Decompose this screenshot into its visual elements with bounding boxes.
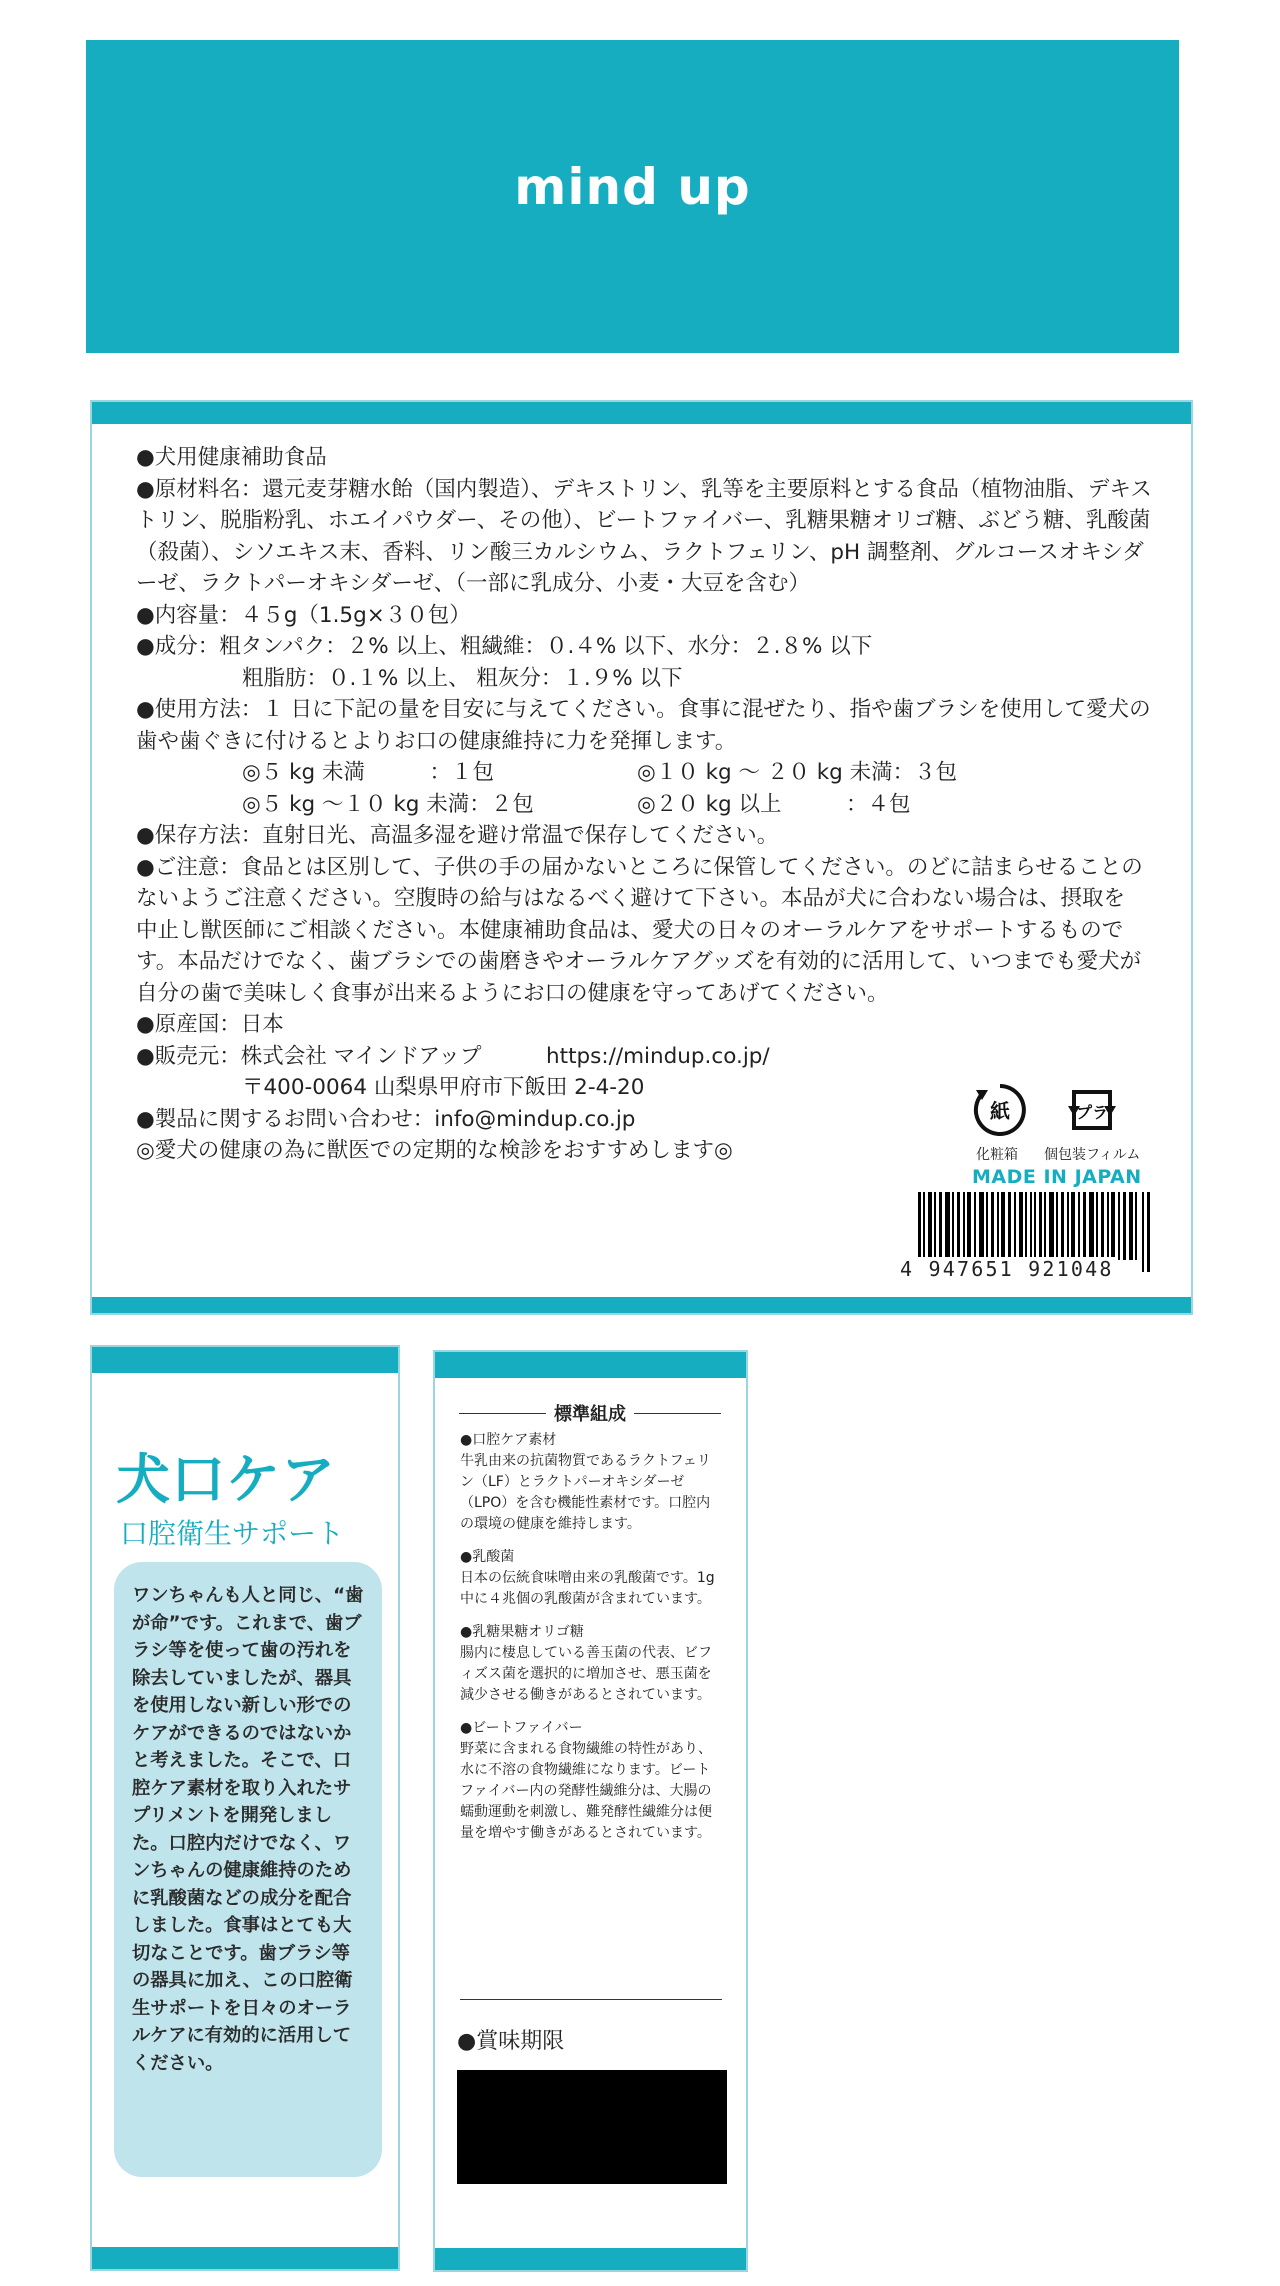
info-origin: ●原産国：日本 bbox=[136, 1012, 284, 1037]
section-head: ●口腔ケア素材 bbox=[460, 1432, 557, 1448]
composition-section bbox=[460, 1547, 722, 1610]
info-contact: ●製品に関するお問い合わせ：info@mindup.co.jp bbox=[136, 1106, 636, 1132]
info-usage: ●使用方法：１ 日に下記の量を目安に与えてください。食事に混ぜたり、指や歯ブラシを使用して愛犬の歯や歯ぐきに付けるとよりお口の健康維持に力を発揮します。 bbox=[136, 697, 1151, 754]
section-text: 腸内に棲息している善玉菌の代表、ビフィズス菌を選択的に増加させ、悪玉菌を減少させる働きがあるとされています。 bbox=[460, 1645, 712, 1703]
section-head: ●乳糖果糖オリゴ糖 bbox=[460, 1624, 584, 1640]
section-text: 野菜に含まれる食物繊維の特性があり、水に不溶の食物繊維になります。ビートファイバー内の発酵性繊維分は、大腸の蠕動運動を刺激し、難発酵性繊維分は便量を増やす働きがあるとされています。 bbox=[460, 1741, 712, 1841]
composition-title bbox=[459, 1400, 721, 1426]
divider bbox=[460, 1999, 722, 2000]
info-components: ●成分：粗タンパク：２% 以上、粗繊維：０.４% 以下、水分：２.８% 以下 bbox=[136, 634, 873, 659]
composition-title-text: 標準組成 bbox=[554, 1404, 626, 1425]
section-head: ●乳酸菌 bbox=[460, 1549, 515, 1565]
dosage-item: ◎５ kg 未満 ：１包 bbox=[242, 760, 495, 785]
dosage-item: ◎５ kg ～１０ kg 未満：２包 bbox=[242, 791, 534, 817]
info-seller: ●販売元：株式会社 マインドアップ https://mindup.co.jp/ bbox=[136, 1043, 770, 1069]
paper-mark-text: 紙 bbox=[990, 1099, 1010, 1123]
section-text: 日本の伝統食味噌由来の乳酸菌です。1g 中に４兆個の乳酸菌が含まれています。 bbox=[460, 1570, 715, 1607]
barcode-number: 4 947651 921048 bbox=[900, 1257, 1114, 1281]
composition-panel bbox=[433, 1350, 748, 2272]
dosage-item: ◎２０ kg 以上 ：４包 bbox=[637, 791, 911, 817]
brand-logo: mind up bbox=[514, 158, 751, 216]
oral-care-panel bbox=[90, 1345, 400, 2271]
info-address: 〒400-0064 山梨県甲府市下飯田 2-4-20 bbox=[242, 1075, 645, 1100]
panel-subhead: 口腔衛生サポート bbox=[120, 1517, 345, 1550]
made-in-japan: MADE IN JAPAN bbox=[972, 1166, 1142, 1188]
composition-section bbox=[460, 1430, 722, 1535]
panel-headline: 犬口ケア bbox=[116, 1448, 336, 1511]
section-head: ●ビートファイバー bbox=[460, 1720, 583, 1736]
paper-caption: 化粧箱 bbox=[976, 1147, 1018, 1163]
info-caution: ●ご注意：食品とは区別して、子供の手の届かないところに保管してください。のどに詰まらせることのないようご注意ください。空腹時の給与はなるべく避けて下さい。本品が犬に合わない場合は、摂取を中止し獣医師にご相談ください。本健康補助食品は、愛犬の日々のオーラルケアをサポートするものです。本品だけでなく、歯ブラシでの歯磨きやオーラルケアグッズを有効的に活用して、いつまでも愛犬が自分の歯で美味しく食事が出来るようにお口の健康を守ってあげてください。 bbox=[136, 854, 1143, 1006]
message-text: ワンちゃんも人と同じ、“歯が命”です。これまで、歯ブラシ等を使って歯の汚れを除去していましたが、器具を使用しない新しい形でのケアができるのではないかと考えました。そこで、口腔ケア素材を取り入れたサプリメントを開発しました。口腔内だけでなく、ワンちゃんの健康維持のために乳酸菌などの成分を配合しました。食事はとても大切なことです。歯ブラシ等の器具に加え、この口腔衛生サポートを日々のオーラルケアに有効的に活用してください。 bbox=[132, 1585, 364, 2074]
section-text: 牛乳由来の抗菌物質であるラクトフェリン（LF）とラクトパーオキシダーゼ（LPO）を含む機能性素材です。口腔内の環境の健康を維持します。 bbox=[460, 1453, 711, 1532]
info-components-2: 粗脂肪：０.１% 以上、 粗灰分：１.９% 以下 bbox=[242, 665, 683, 691]
expiry-redaction-box bbox=[457, 2070, 727, 2184]
panel-bottom-bar bbox=[92, 2247, 398, 2269]
info-body bbox=[136, 442, 1156, 1167]
panel-top-bar bbox=[435, 1352, 746, 1378]
panel-bottom-bar bbox=[435, 2248, 746, 2270]
dosage-item: ◎１０ kg ～ ２０ kg 未満：３包 bbox=[637, 760, 958, 785]
paper-recycle-icon bbox=[972, 1082, 1028, 1138]
info-ingredients: ●原材料名：還元麦芽糖水飴（国内製造）、デキストリン、乳等を主要原料とする食品（植物油脂、デキストリン、脱脂粉乳、ホエイパウダー、その他）、ビートファイバー、乳糖果糖オリゴ糖、ぶどう糖、乳酸菌（殺菌）、シソエキス末、香料、リン酸三カルシウム、ラクトフェリン、pH 調整剤、グルコースオキシダーゼ、ラクトパーオキシダーゼ、（一部に乳成分、小麦・大豆を含む） bbox=[136, 476, 1152, 596]
composition-section bbox=[460, 1718, 722, 1844]
plastic-mark-text: プラ bbox=[1075, 1103, 1109, 1122]
info-storage: ●保存方法：直射日光、高温多湿を避け常温で保存してください。 bbox=[136, 823, 779, 848]
composition-section bbox=[460, 1622, 722, 1706]
composition-body bbox=[460, 1430, 722, 1856]
plastic-recycle-icon bbox=[1064, 1082, 1120, 1138]
plastic-caption: 個包装フィルム bbox=[1044, 1147, 1141, 1163]
message-bubble bbox=[114, 1562, 382, 2177]
brand-banner bbox=[86, 40, 1179, 353]
info-top-bar bbox=[92, 402, 1191, 424]
dosage-table bbox=[136, 757, 1156, 820]
expiry-label: ●賞味期限 bbox=[457, 2029, 565, 2054]
info-content-amount: ●内容量：４５g（1.5g×３０包） bbox=[136, 602, 471, 628]
info-bottom-bar bbox=[92, 1297, 1191, 1313]
panel-top-bar bbox=[92, 1347, 398, 1373]
info-checkup-note: ◎愛犬の健康の為に獣医での定期的な検診をおすすめします◎ bbox=[136, 1138, 733, 1163]
info-category: ●犬用健康補助食品 bbox=[136, 445, 327, 470]
